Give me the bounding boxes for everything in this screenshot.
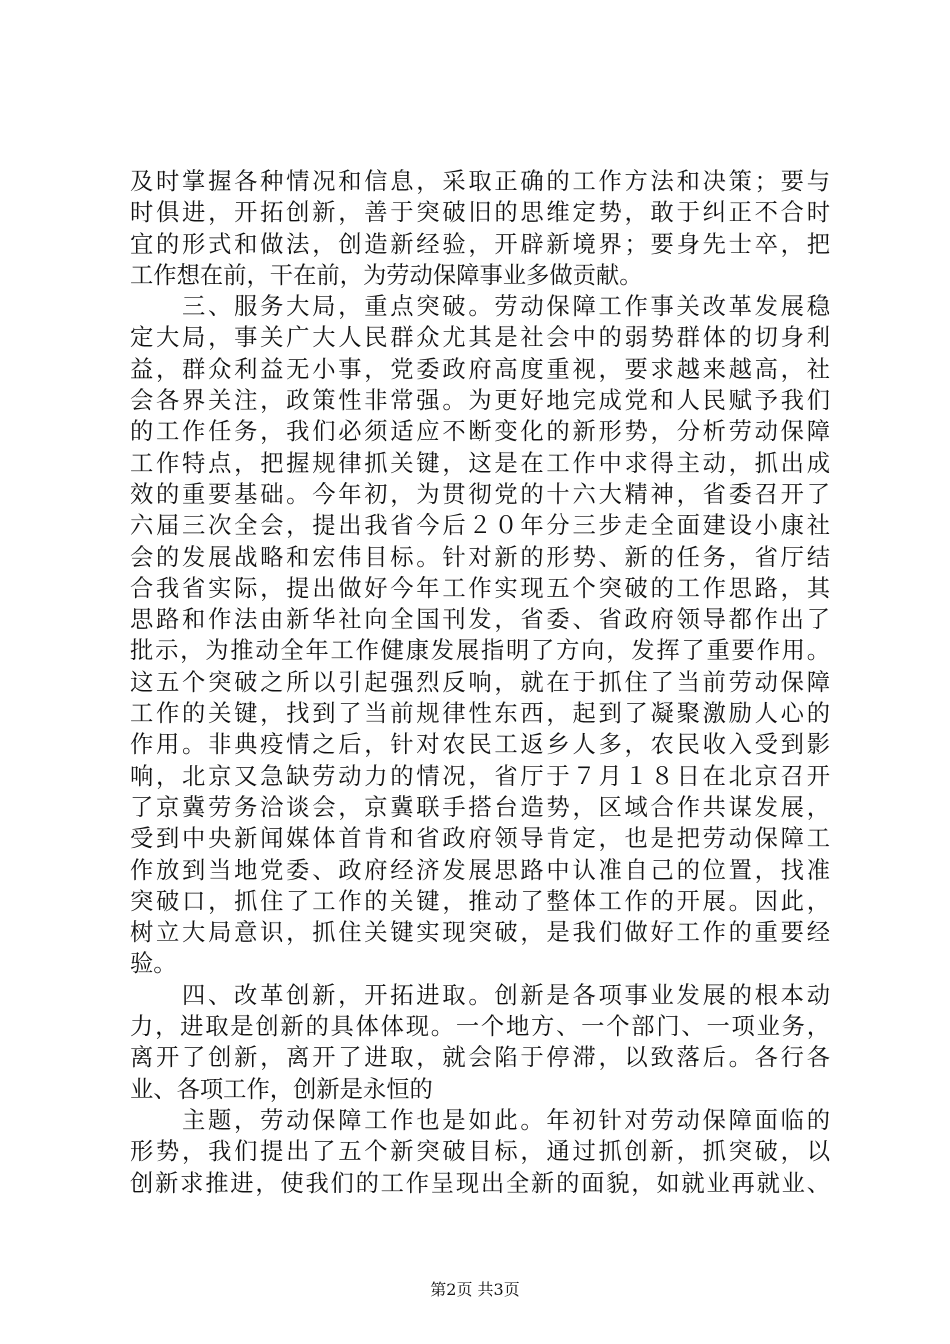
text-line: 突破口，抓住了工作的关键，推动了整体工作的开展。因此， [130,887,830,915]
text-line: 作用。非典疫情之后，针对农民工返乡人多，农民收入受到影 [130,731,830,759]
text-line: 树立大局意识，抓住关键实现突破，是我们做好工作的重要经 [130,919,830,947]
text-line: 形势，我们提出了五个新突破目标，通过抓创新，抓突破，以 [130,1138,830,1166]
text-line: 受到中央新闻媒体首肯和省政府领导肯定，也是把劳动保障工 [130,825,830,853]
text-line: 定大局，事关广大人民群众尤其是社会中的弱势群体的切身利 [130,324,830,352]
text-line: 工作特点，把握规律抓关键，这是在工作中求得主动，抓出成 [130,449,830,477]
text-line: 宜的形式和做法，创造新经验，开辟新境界；要身先士卒，把 [130,230,830,258]
text-line: 力，进取是创新的具体体现。一个地方、一个部门、一项业务， [130,1013,830,1041]
text-line: 作放到当地党委、政府经济发展思路中认准自己的位置，找准 [130,856,830,884]
page-footer: 第2页 共3页 [430,1280,520,1299]
text-line: 了京冀劳务洽谈会，京冀联手搭台造势，区域合作共谋发展， [130,793,830,821]
text-line: 四、改革创新，开拓进取。创新是各项事业发展的根本动 [182,981,830,1009]
text-line: 益，群众利益无小事，党委政府高度重视，要求越来越高，社 [130,355,830,383]
text-line: 这五个突破之所以引起强烈反响，就在于抓住了当前劳动保障 [130,668,830,696]
text-line: 主题，劳动保障工作也是如此。年初针对劳动保障面临的 [182,1106,830,1134]
body-text [130,166,830,1199]
text-line: 思路和作法由新华社向全国刊发，省委、省政府领导都作出了 [130,606,830,634]
text-line: 效的重要基础。今年初，为贯彻党的十六大精神，省委召开了 [130,480,830,508]
text-line: 合我省实际，提出做好今年工作实现五个突破的工作思路，其 [130,574,830,602]
text-line: 离开了创新，离开了进取，就会陷于停滞，以致落后。各行各 [130,1044,830,1072]
text-line: 验。 [130,950,177,978]
text-line: 的工作任务，我们必须适应不断变化的新形势，分析劳动保障 [130,418,830,446]
text-line: 会的发展战略和宏伟目标。针对新的形势、新的任务，省厅结 [130,543,830,571]
text-line: 创新求推进，使我们的工作呈现出全新的面貌，如就业再就业、 [130,1169,830,1197]
text-line: 批示，为推动全年工作健康发展指明了方向，发挥了重要作用。 [130,637,830,665]
text-line: 时俱进，开拓创新，善于突破旧的思维定势，敢于纠正不合时 [130,199,830,227]
text-line: 业、各项工作，创新是永恒的 [130,1075,433,1103]
text-line: 及时掌握各种情况和信息，采取正确的工作方法和决策；要与 [130,168,830,195]
text-line: 响，北京又急缺劳动力的情况，省厅于７月１８日在北京召开 [130,762,830,790]
text-line: 三、服务大局，重点突破。劳动保障工作事关改革发展稳 [182,293,830,321]
text-line: 工作的关键，找到了当前规律性东西，起到了凝聚激励人心的 [130,700,830,728]
text-line: 工作想在前，干在前，为劳动保障事业多做贡献。 [130,261,643,289]
text-line: 六届三次全会，提出我省今后２０年分三步走全面建设小康社 [130,512,830,540]
text-line: 会各界关注，政策性非常强。为更好地完成党和人民赋予我们 [130,387,830,415]
